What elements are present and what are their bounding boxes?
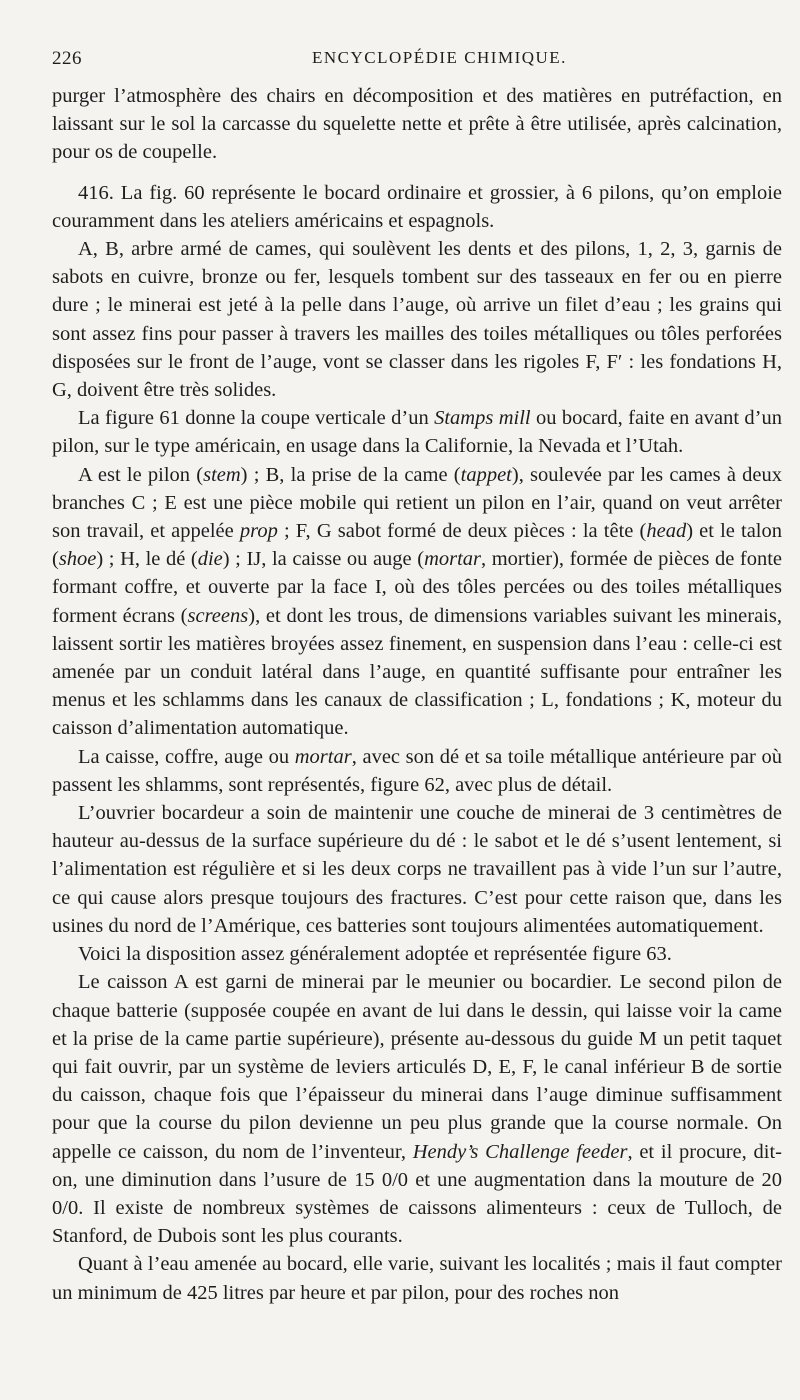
body-text — [52, 82, 782, 1307]
text-run: La figure 61 donne la coupe verticale d’un — [78, 407, 435, 430]
text-run: , avec son dé et sa toile métallique antérieure par où passent les shlamms, sont représentés, figure 62, avec plus de détail. — [52, 745, 782, 796]
text-run: 416. La fig. 60 représente le bocard ordinaire et grossier, à 6 pilons, qu’on emploie couramment dans les ateliers américains et espagnols. — [52, 181, 782, 232]
italic-term: shoe — [58, 548, 97, 571]
text-run: Le caisson A est garni de minerai par le meunier ou bocardier. Le second pilon de chaque batterie (supposée coupée en avant de lui dans le dessin, qui laisse voir la came et la prise de la came partie supérieure), présente au-dessous du guide M un petit taquet qui fait ouvrir, par un système de leviers articulés D, E, F, le canal inférieur B de sortie du caisson, chaque fois que l’épaisseur du minerai dans l’auge diminue suffisamment pour que la course du pilon devienne un peu plus grande que la course normale. On appelle ce caisson, du nom de l’inventeur, — [52, 971, 782, 1163]
text-run: Quant à l’eau amenée au bocard, elle varie, suivant les localités ; mais il faut compter un minimum de 425 litres par heure et par pilon, pour des roches non — [52, 1253, 782, 1304]
paragraph-10 — [52, 1250, 782, 1306]
text-run: ), et dont les trous, de dimensions variables suivant les minerais, laissent sortir les matières broyées assez finement, en suspension dans l’eau : celle-ci est amenée par un conduit latéral dans l’auge, en quantité suffisante pour entraîner les menus et les schlamms dans les canaux de classification ; L, fondations ; K, moteur du caisson d’alimentation automatique. — [52, 604, 782, 740]
text-run: ou bocard, faite en avant d’un pilon, sur le type américain, en usage dans la Californie, la Nevada et l’Utah. — [52, 407, 783, 458]
text-run: A est le pilon ( — [78, 463, 204, 486]
paragraph-2 — [52, 179, 782, 235]
paragraph-3 — [52, 235, 782, 404]
text-run: , mortier), formée de pièces de fonte formant coffre, et ouverte par la face I, où des tôles percées ou des toiles métalliques forment écrans ( — [52, 548, 783, 627]
italic-term: Stamps mill — [434, 407, 531, 430]
text-run: ; F, G sabot formé de deux pièces : la tête ( — [277, 520, 647, 543]
italic-term: head — [646, 520, 687, 543]
text-run: La caisse, coffre, auge ou — [78, 745, 295, 768]
italic-term: prop — [239, 520, 278, 543]
italic-term: stem — [203, 463, 241, 486]
page-header — [52, 48, 778, 74]
page-number: 226 — [52, 48, 82, 69]
italic-term: Hendy’s Challenge feeder — [412, 1140, 628, 1163]
paragraph-1 — [52, 82, 782, 167]
italic-term: mortar — [424, 548, 482, 571]
paragraph-7 — [52, 799, 782, 940]
italic-term: mortar — [294, 745, 352, 768]
paragraph-9 — [52, 968, 782, 1250]
text-run: A, B, arbre armé de cames, qui soulèvent les dents et des pilons, 1, 2, 3, garnis de sabots en cuivre, bronze ou fer, lesquels tombent sur des tasseaux en fer ou en pierre dure ; le minerai est jeté à la pelle dans l’auge, où arrive un filet d’eau ; les grains qui sont assez fins pour passer à travers les mailles des toiles métalliques ou tôles perforées disposées sur le front de l’auge, vont se classer dans les rigoles F, F′ : les fondations H, G, doivent être très solides. — [52, 238, 782, 402]
text-run: ) ; H, le dé ( — [96, 548, 198, 571]
text-run: ), soulevée par les cames à deux branches C ; E est une pièce mobile qui retient un pilon en l’air, quand on veut arrêter son travail, et appelée — [52, 463, 782, 543]
text-run: , et il procure, dit-on, une diminution dans l’usure de 15 0/0 et une augmentation dans la mouture de 20 0/0. Il existe de nombreux systèmes de caissons alimenteurs : ceux de Tulloch, de Stanford, de Dubois sont les plus courants. — [52, 1140, 782, 1248]
text-run: L’ouvrier bocardeur a soin de maintenir une couche de minerai de 3 centimètres de hauteur au-dessus de la surface supérieure du dé : le sabot et le dé s’usent lentement, si l’alimentation est régulière et si les deux corps ne travaillent pas à vide l’un sur l’autre, ce qui cause alors presque toujours des fractures. C’est pour cette raison que, dans les usines du nord de l’Amérique, ces batteries sont toujours alimentées automatiquement. — [52, 802, 782, 937]
text-run: ) et le talon ( — [52, 520, 782, 571]
paragraph-8 — [52, 940, 782, 968]
text-run: purger l’atmosphère des chairs en décomposition et des matières en putréfaction, en laissant sur le sol la carcasse du squelette nette et prête à être utilisée, après calcination, pour os de coupelle. — [52, 85, 782, 164]
running-title: ENCYCLOPÉDIE CHIMIQUE. — [312, 48, 567, 67]
italic-term: tappet — [460, 463, 512, 486]
italic-term: screens — [187, 604, 249, 627]
paragraph-4 — [52, 404, 782, 460]
text-run: Voici la disposition assez généralement adoptée et représentée figure 63. — [78, 943, 672, 966]
paragraph-5 — [52, 461, 782, 743]
italic-term: die — [197, 548, 223, 571]
paragraph-6 — [52, 743, 782, 799]
text-run: ) ; B, la prise de la came ( — [240, 463, 461, 486]
text-run: ) ; IJ, la caisse ou auge ( — [222, 548, 425, 571]
